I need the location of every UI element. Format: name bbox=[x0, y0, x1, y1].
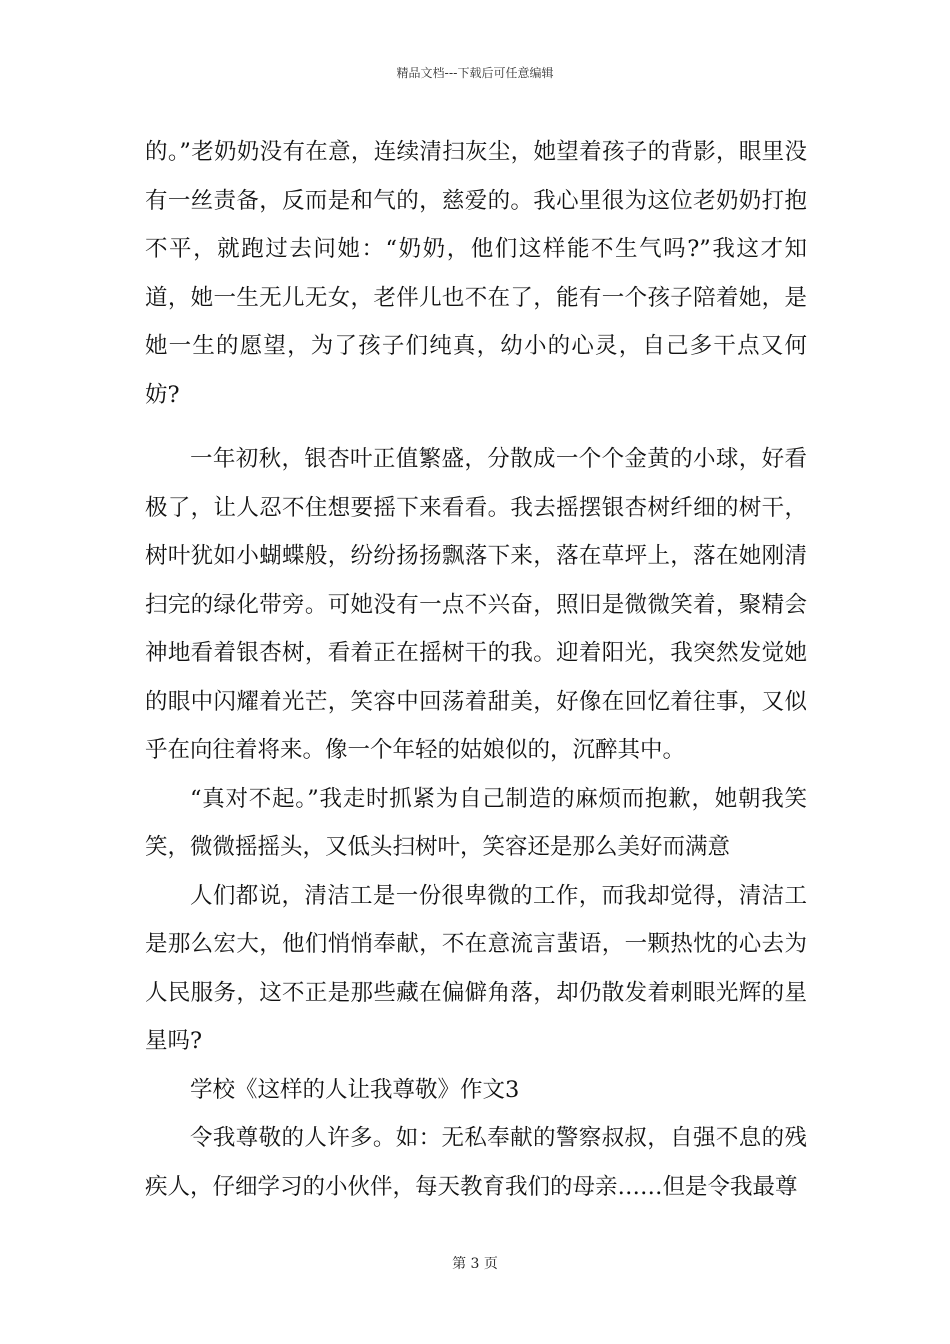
essay-title: 学校《这样的人让我尊敬》作文3 bbox=[190, 1076, 520, 1103]
paragraph-continuation: 的。”老奶奶没有在意，连续清扫灰尘，她望着孩子的背影，眼里没有一丝责备，反而是和气的，慈爱的。我心里很为这位老奶奶打抱不平，就跑过去问她：“奶奶，他们这样能不生气吗?”我这才知道，她一生无儿无女，老伴儿也不在了，能有一个孩子陪着她，是她一生的愿望，为了孩子们纯真，幼小的心灵，自己多干点又何妨? bbox=[145, 139, 807, 408]
page-header: 精品文档---下载后可任意编辑 bbox=[396, 66, 554, 80]
paragraph-essay3-opening: 令我尊敬的人许多。如：无私奉献的警察叔叔，自强不息的残疾人，仔细学习的小伙伴，每天教育我们的母亲……但是令我最尊 bbox=[145, 1125, 807, 1200]
paragraph-autumn: 一年初秋，银杏叶正值繁盛，分散成一个个金黄的小球，好看极了，让人忍不住想要摇下来看看。我去摇摆银杏树纤细的树干，树叶犹如小蝴蝶般，纷纷扬扬飘落下来，落在草坪上，落在她刚清扫完的绿化带旁。可她没有一点不兴奋，照旧是微微笑着，聚精会神地看着银杏树，看着正在摇树干的我。迎着阳光，我突然发觉她的眼中闪耀着光芒，笑容中回荡着甜美，好像在回忆着往事，又似乎在向往着将来。像一个年轻的姑娘似的，沉醉其中。 bbox=[145, 446, 807, 763]
document-body bbox=[145, 128, 807, 1211]
page-number: 第 3 页 bbox=[452, 1256, 498, 1272]
paragraph-reflection: 人们都说，清洁工是一份很卑微的工作，而我却觉得，清洁工是那么宏大，他们悄悄奉献，不在意流言蜚语，一颗热忱的心去为人民服务，这不正是那些藏在偏僻角落，却仍散发着刺眼光辉的星星吗? bbox=[145, 882, 807, 1054]
paragraph-apology: “真对不起。”我走时抓紧为自己制造的麻烦而抱歉，她朝我笑笑，微微摇摇头，又低头扫树叶，笑容还是那么美好而满意 bbox=[145, 785, 807, 860]
